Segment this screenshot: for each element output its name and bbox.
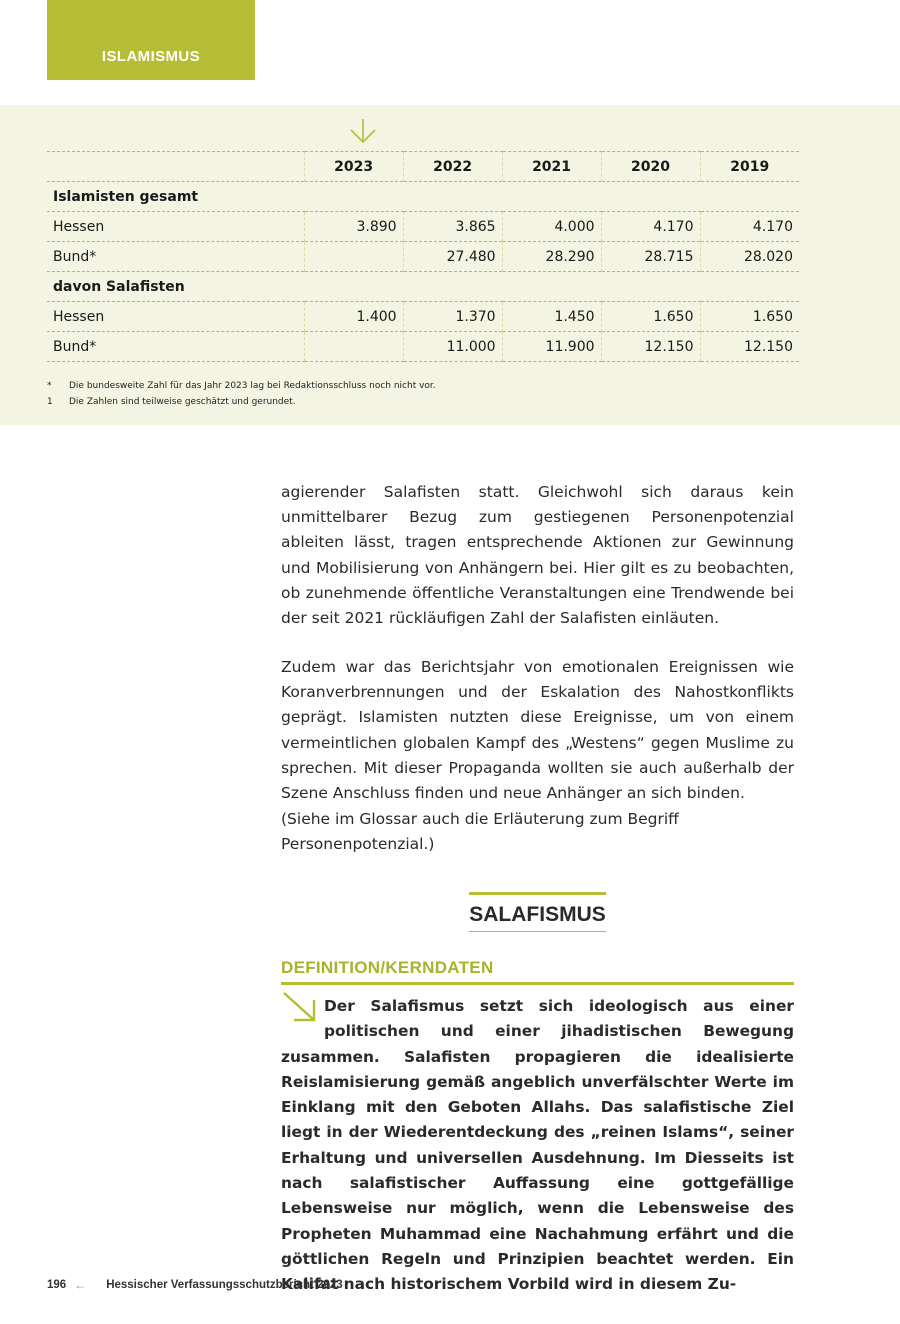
- table-cell: 11.000: [403, 332, 502, 362]
- glossary-reference: (Siehe im Glossar auch die Erläuterung zum Begriff Personenpotenzial.): [281, 810, 679, 854]
- table-cell: [304, 332, 403, 362]
- table-row: [47, 212, 799, 242]
- table-cell: [304, 242, 403, 272]
- table-cell: 3.890: [304, 212, 403, 242]
- row-label: Hessen: [47, 302, 304, 332]
- footnote-text: Die Zahlen sind teilweise geschätzt und gerundet.: [69, 397, 296, 407]
- table-footnotes: [47, 378, 436, 410]
- table-cell: 12.150: [700, 332, 799, 362]
- section-label: ISLAMISMUS: [101, 47, 201, 65]
- report-title: Hessischer Verfassungsschutzbericht 2023: [106, 1279, 343, 1291]
- footnote: [47, 378, 436, 394]
- section-heading: SALAFISMUS: [469, 892, 606, 932]
- table-cell: 1.370: [403, 302, 502, 332]
- definition-text: Der Salafismus setzt sich ideologisch aus einer politischen und einer jihadistischen Bewegung zusammen. Salafisten propagieren die idealisierte Reislamisierung gemäß angeblich unverfälschter Werte im Einklang mit den Geboten Allahs. Das salafistische Ziel liegt in der Wiederentdeckung des „reinen Islams“, seiner Erhaltung und universellen Ausdehnung. Im Diesseits ist nach salafistischer Auffassung eine gottgefällige Lebensweise nur möglich, wenn die Lebensweise des Propheten Muhammad eine Nachahmung erfährt und die göttlichen Regeln und Prinzipien beachtet werden. Ein Kalifat nach historischem Vorbild wird in diesem Zu-: [281, 997, 794, 1294]
- page-number: 196: [47, 1279, 67, 1291]
- table-cell: 1.650: [601, 302, 700, 332]
- row-label: Bund*: [47, 242, 304, 272]
- table-header-row: [47, 152, 799, 182]
- section-tab: [47, 0, 255, 80]
- table-cell: 4.170: [601, 212, 700, 242]
- body-paragraph: Zudem war das Berichtsjahr von emotionalen Ereignissen wie Koranverbrennungen und der Eskalation des Nahostkonflikts geprägt. Islamisten nutzten diese Ereignisse, um von einem vermeintlichen globalen Kampf des „Westens“ gegen Muslime zu sprechen. Mit dieser Propaganda wollten sie auch außerhalb der Szene Anschluss finden und neue Anhänger an sich binden.: [281, 658, 794, 803]
- group-title: Islamisten gesamt: [47, 182, 799, 212]
- footnote-text: Die bundesweite Zahl für das Jahr 2023 lag bei Redaktionsschluss noch nicht vor.: [69, 381, 436, 391]
- footnote: [47, 394, 436, 410]
- table-cell: 1.400: [304, 302, 403, 332]
- table-cell: 3.865: [403, 212, 502, 242]
- group-title: davon Salafisten: [47, 272, 799, 302]
- table-row: [47, 302, 799, 332]
- year-header: 2021: [502, 152, 601, 182]
- table-row: [47, 332, 799, 362]
- back-arrow-icon: ←: [74, 1278, 87, 1292]
- down-arrow-icon: [348, 118, 378, 144]
- year-header: 2020: [601, 152, 700, 182]
- row-label: Bund*: [47, 332, 304, 362]
- table-cell: 28.290: [502, 242, 601, 272]
- table-cell: 12.150: [601, 332, 700, 362]
- definition-heading: DEFINITION/KERNDATEN: [281, 958, 794, 985]
- table-cell: 1.450: [502, 302, 601, 332]
- table-row: [47, 242, 799, 272]
- table-cell: 4.000: [502, 212, 601, 242]
- year-header: 2019: [700, 152, 799, 182]
- year-header: 2023: [304, 152, 403, 182]
- year-header: 2022: [403, 152, 502, 182]
- table-group-row: [47, 182, 799, 212]
- row-label: Hessen: [47, 212, 304, 242]
- footnote-mark: *: [47, 381, 52, 391]
- arrow-indent-spacer: [281, 994, 324, 1040]
- personenpotenzial-table: [47, 151, 799, 362]
- footnote-mark: 1: [47, 397, 53, 407]
- table-cell: 28.715: [601, 242, 700, 272]
- body-paragraph: agierender Salafisten statt. Gleichwohl sich daraus kein unmittelbarer Bezug zum gestiegenen Personenpotenzial ableiten lässt, tragen entsprechende Aktionen zur Gewinnung und Mobilisierung von Anhängern bei. Hier gilt es zu beobachten, ob zunehmende öffentliche Veranstaltungen eine Trendwende bei der seit 2021 rückläufigen Zahl der Salafisten einläuten.: [281, 483, 794, 628]
- table-cell: 4.170: [700, 212, 799, 242]
- table-cell: 28.020: [700, 242, 799, 272]
- table-cell: 1.650: [700, 302, 799, 332]
- table-header-empty: [47, 152, 304, 182]
- definition-paragraph: [281, 994, 794, 1298]
- table-group-row: [47, 272, 799, 302]
- page-footer: [47, 1278, 343, 1292]
- table-cell: 27.480: [403, 242, 502, 272]
- table-cell: 11.900: [502, 332, 601, 362]
